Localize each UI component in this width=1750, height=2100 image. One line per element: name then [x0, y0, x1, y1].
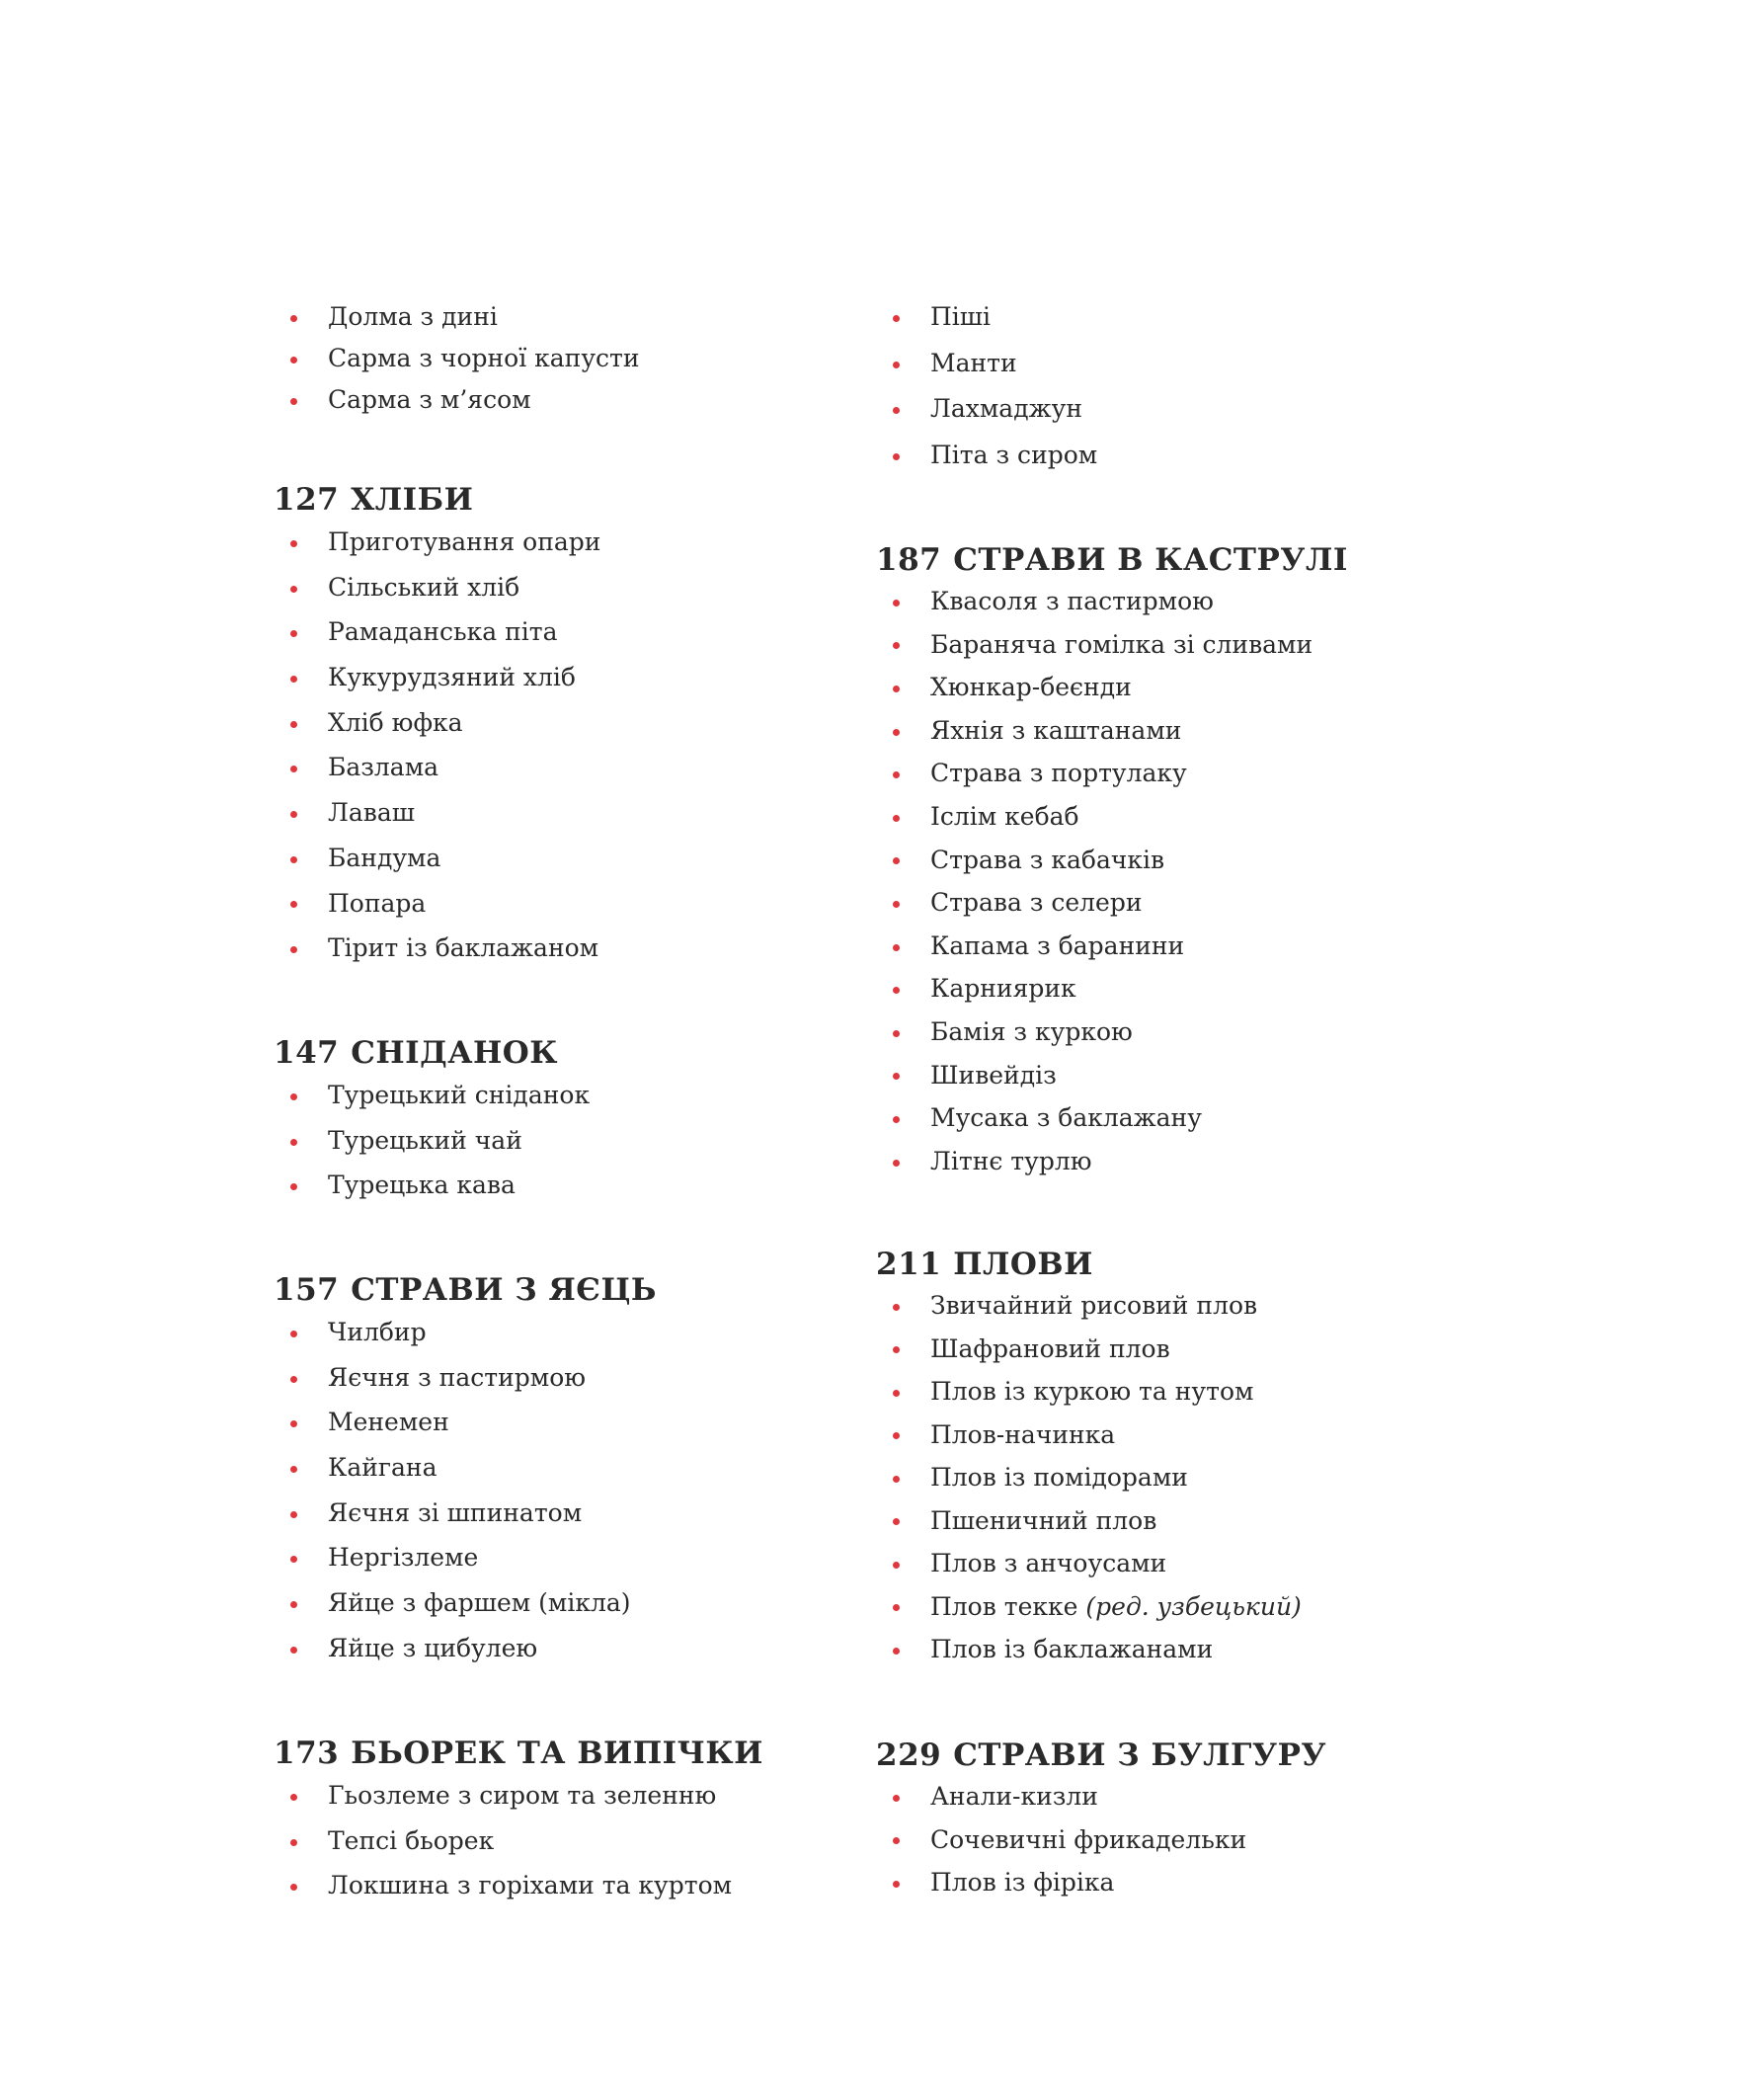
section-heading[interactable] [274, 480, 827, 520]
list-item[interactable]: Турецький чай [328, 1118, 827, 1164]
list-item[interactable]: Бамія з куркою [930, 1010, 1429, 1054]
item-list [876, 1284, 1429, 1671]
list-item[interactable]: Анали-кизли [930, 1775, 1429, 1818]
list-item[interactable]: Страва з портулаку [930, 752, 1429, 795]
page-number: 173 [274, 1736, 340, 1771]
list-item[interactable]: Яєчня зі шпинатом [328, 1491, 827, 1536]
toc-section-borek [274, 1734, 827, 1908]
page-number: 187 [876, 542, 942, 578]
list-item[interactable]: Приготування опари [328, 520, 827, 565]
page-number: 157 [274, 1272, 340, 1308]
page-number: 229 [876, 1737, 942, 1773]
toc-section-stews [876, 540, 1429, 1182]
list-item[interactable]: Менемен [328, 1400, 827, 1445]
list-item[interactable]: Попара [328, 881, 827, 927]
item-list [274, 520, 827, 971]
list-item[interactable]: Сарма з чорної капусти [328, 338, 827, 379]
toc-section-bulgur [876, 1736, 1429, 1904]
list-item[interactable]: Турецька кава [328, 1163, 827, 1208]
list-item[interactable]: Звичайний рисовий плов [930, 1284, 1429, 1328]
list-item[interactable]: Рамаданська піта [328, 609, 827, 655]
page-number: 147 [274, 1035, 340, 1071]
page-number: 127 [274, 482, 340, 518]
item-list [876, 1775, 1429, 1904]
list-item[interactable]: Страва з кабачків [930, 839, 1429, 882]
item-text: Плов текке [930, 1591, 1078, 1621]
toc-section-pilafs [876, 1245, 1429, 1671]
list-item[interactable]: Хюнкар-беєнди [930, 666, 1429, 709]
section-heading[interactable] [274, 1033, 827, 1073]
list-item[interactable]: Плов із баклажанами [930, 1628, 1429, 1671]
list-item[interactable]: Сочевичні фрикадельки [930, 1818, 1429, 1862]
list-item[interactable]: Бараняча гомілка зі сливами [930, 623, 1429, 667]
section-heading[interactable] [274, 1734, 827, 1773]
list-item[interactable]: Тепсі бьорек [328, 1818, 827, 1864]
list-item[interactable]: Лаваш [328, 790, 827, 836]
list-item[interactable]: Плов із куркою та нутом [930, 1370, 1429, 1413]
item-list [274, 1773, 827, 1908]
list-item[interactable]: Іслім кебаб [930, 795, 1429, 839]
list-item[interactable]: Плов-начинка [930, 1413, 1429, 1457]
section-heading[interactable] [876, 1245, 1429, 1284]
toc-section-breakfast [274, 1033, 827, 1208]
list-item[interactable]: Сарма з м’ясом [328, 379, 827, 421]
list-item[interactable]: Гьозлеме з сиром та зеленню [328, 1773, 827, 1818]
section-heading[interactable] [876, 540, 1429, 580]
list-item[interactable]: Манти [930, 341, 1429, 387]
toc-section-breads [274, 480, 827, 971]
list-item[interactable]: Локшина з горіхами та куртом [328, 1863, 827, 1908]
list-item[interactable]: Літнє турлю [930, 1140, 1429, 1183]
list-item[interactable]: Плов із помідорами [930, 1456, 1429, 1499]
list-item[interactable]: Бандума [328, 836, 827, 881]
list-item[interactable]: Мусака з баклажану [930, 1096, 1429, 1140]
item-list [876, 580, 1429, 1182]
list-item[interactable]: Чилбир [328, 1310, 827, 1355]
item-note: (ред. узбецький) [1085, 1591, 1302, 1621]
list-item[interactable]: Лахмаджун [930, 386, 1429, 433]
section-heading[interactable] [876, 1736, 1429, 1775]
section-title: ПЛОВИ [953, 1247, 1093, 1282]
list-item[interactable]: Плов з анчоусами [930, 1542, 1429, 1585]
list-item[interactable]: Карниярик [930, 967, 1429, 1010]
list-item[interactable] [930, 1585, 1429, 1629]
section-title: СТРАВИ З БУЛГУРУ [953, 1737, 1327, 1773]
list-item[interactable]: Долма з дині [328, 296, 827, 338]
section-title: БЬОРЕК ТА ВИПІЧКИ [351, 1736, 763, 1771]
toc-continuation-left [274, 296, 827, 421]
list-item[interactable]: Базлама [328, 745, 827, 790]
list-item[interactable]: Плов із фіріка [930, 1861, 1429, 1904]
section-title: СТРАВИ В КАСТРУЛІ [953, 542, 1348, 578]
list-item[interactable]: Яйце з фаршем (мікла) [328, 1580, 827, 1626]
list-item[interactable]: Страва з селери [930, 881, 1429, 925]
list-item[interactable]: Сільський хліб [328, 565, 827, 610]
list-item[interactable]: Пшеничний плов [930, 1499, 1429, 1543]
list-item[interactable]: Яєчня з пастирмою [328, 1355, 827, 1401]
section-title: ХЛІБИ [351, 482, 474, 518]
item-list [876, 294, 1429, 478]
page-number: 211 [876, 1247, 942, 1282]
toc-continuation-right [876, 294, 1429, 478]
list-item[interactable]: Капама з баранини [930, 925, 1429, 968]
list-item[interactable]: Турецький сніданок [328, 1073, 827, 1118]
list-item[interactable]: Піта з сиром [930, 433, 1429, 479]
item-list [274, 296, 827, 421]
section-title: СТРАВИ З ЯЄЦЬ [351, 1272, 657, 1308]
list-item[interactable]: Піші [930, 294, 1429, 341]
list-item[interactable]: Квасоля з пастирмою [930, 580, 1429, 623]
list-item[interactable]: Шафрановий плов [930, 1328, 1429, 1371]
list-item[interactable]: Хліб юфка [328, 700, 827, 746]
list-item[interactable]: Тірит із баклажаном [328, 926, 827, 971]
item-list [274, 1073, 827, 1208]
list-item[interactable]: Кайгана [328, 1445, 827, 1491]
section-title: СНІДАНОК [351, 1035, 558, 1071]
item-list [274, 1310, 827, 1671]
list-item[interactable]: Нергізлеме [328, 1535, 827, 1580]
list-item[interactable]: Шивейдіз [930, 1054, 1429, 1097]
toc-section-eggs [274, 1270, 827, 1671]
section-heading[interactable] [274, 1270, 827, 1310]
list-item[interactable]: Яйце з цибулею [328, 1626, 827, 1671]
list-item[interactable]: Яхнія з каштанами [930, 709, 1429, 753]
list-item[interactable]: Кукурудзяний хліб [328, 655, 827, 700]
